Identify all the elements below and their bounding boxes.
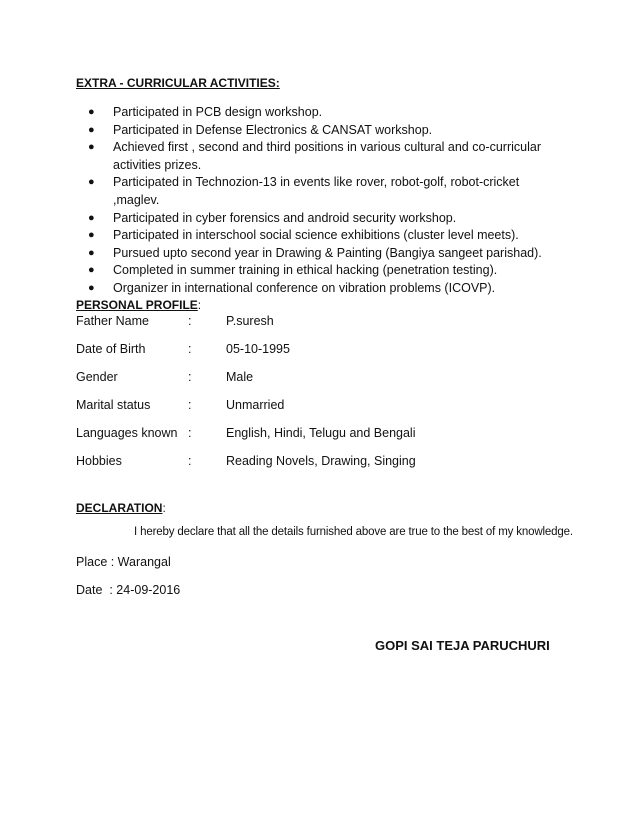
bullet-icon: ● (88, 123, 95, 136)
list-item: ● Participated in Technozion-13 in events like rover, robot-golf, robot-cricket ,maglev. (88, 175, 520, 207)
personal-profile-heading: PERSONAL PROFILE: (76, 298, 202, 312)
bullet-icon: ● (88, 141, 95, 154)
bullet-icon: ● (88, 211, 95, 224)
list-item: ● Participated in Defense Electronics & CANSAT workshop. (88, 122, 568, 140)
profile-row-languages: Languages known : English, Hindi, Telugu and Bengali (76, 426, 416, 440)
bullet-icon: ● (88, 176, 95, 189)
date-line: Date : 24-09-2016 (76, 583, 181, 597)
profile-row-hobbies: Hobbies : Reading Novels, Drawing, Singing (76, 454, 416, 468)
profile-row-gender: Gender : Male (76, 370, 254, 384)
profile-row-marital-status: Marital status : Unmarried (76, 398, 285, 412)
list-item: ● Participated in interschool social science exhibitions (cluster level meets). (88, 227, 568, 245)
profile-row-date-of-birth: Date of Birth : 05-10-1995 (76, 342, 290, 356)
signature-name: GOPI SAI TEJA PARUCHURI (375, 638, 550, 653)
list-item: ● Participated in cyber forensics and android security workshop. (88, 210, 568, 228)
bullet-icon: ● (88, 281, 95, 294)
list-item: ● Achieved first , second and third positions in various cultural and co-curricular activities prizes. (88, 140, 541, 172)
list-item: ● Completed in summer training in ethical hacking (penetration testing). (88, 262, 568, 280)
list-item: ● Organizer in international conference on vibration problems (ICOVP). (88, 280, 568, 298)
list-item: ● Pursued upto second year in Drawing & Painting (Bangiya sangeet parishad). (88, 245, 568, 263)
declaration-heading: DECLARATION: (76, 501, 166, 515)
bullet-icon: ● (88, 229, 95, 242)
place-line: Place : Warangal (76, 555, 171, 569)
bullet-icon: ● (88, 264, 95, 277)
extra-curricular-heading: EXTRA - CURRICULAR ACTIVITIES: (76, 76, 280, 90)
list-item: ● Participated in PCB design workshop. (88, 104, 568, 122)
personal-profile-table (76, 314, 526, 482)
bullet-icon: ● (88, 106, 95, 118)
declaration-text: I hereby declare that all the details furnished above are true to the best of my knowledge. (134, 526, 573, 538)
bullet-icon: ● (88, 246, 95, 259)
profile-row-father-name: Father Name : P.suresh (76, 314, 274, 328)
activities-list (88, 104, 568, 298)
